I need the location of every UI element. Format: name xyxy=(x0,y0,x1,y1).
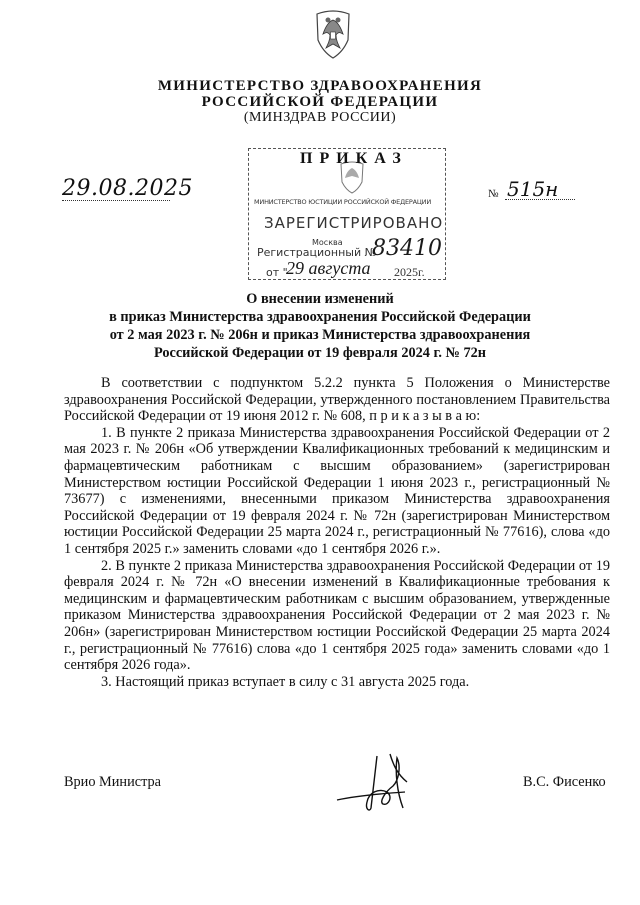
stamp-year: 2025г. xyxy=(394,265,425,279)
stamp-reg-label: Регистрационный № xyxy=(257,246,377,259)
stamp-reg-number: 83410 xyxy=(372,236,442,261)
handwritten-signature xyxy=(335,752,425,814)
title-line: Российской Федерации от 19 февраля 2024 г. № 72н xyxy=(153,345,487,361)
ministry-short-name: (МИНЗДРАВ РОССИИ) xyxy=(243,110,397,125)
stamp-city: Москва xyxy=(312,238,343,247)
order-number: 515н xyxy=(507,177,559,201)
preamble-paragraph: В соответствии с подпунктом 5.2.2 пункта 5 Положения о Министерстве здравоохранения Российской Федерации, утвержденного постановлением Правительства Российской Федерации от 19 июня 2012 г. № 608, п р и к а з ы в а ю: xyxy=(64,375,610,425)
coat-of-arms-emblem xyxy=(313,8,353,60)
order-number-label: № xyxy=(488,188,499,200)
stamp-date: 29 августа xyxy=(286,258,371,278)
order-date-line xyxy=(62,200,170,201)
stamp-from-label: от " xyxy=(266,266,288,279)
title-line: в приказ Министерства здравоохранения Российской Федерации xyxy=(109,309,531,325)
order-body xyxy=(64,375,610,690)
title-line: О внесении изменений xyxy=(246,291,394,307)
clause-2-paragraph: 2. В пункте 2 приказа Министерства здравоохранения Российской Федерации от 19 февраля 2024 г. № 72н «О внесении изменений в Квалификационные требования к медицинским и фармацевтическим работникам с высшим образованием, утвержденные приказом Министерства здравоохранения Российской Федерации от 2 мая 2023 г. № 206н» (зарегистрирован Министерством юстиции Российской Федерации 25 марта 2024 г., регистрационный № 77616) слова «до 1 сентября 2025 года» заменить словами «до 1 сентября 2026 года». xyxy=(64,557,610,674)
title-line: от 2 мая 2023 г. № 206н и приказ Министерства здравоохранения xyxy=(109,327,531,343)
clause-1-paragraph: 1. В пункте 2 приказа Министерства здравоохранения Российской Федерации от 2 мая 2023 г. № 206н «Об утверждении Квалификационных требований к медицинским и фармацевтическим работникам с высшим образованием» (зарегистрирован Министерством юстиции Российской Федерации 1 июня 2023 г., регистрационный № 73677) с изменениями, внесенными приказом Министерства здравоохранения Российской Федерации от 19 февраля 2024 г. № 72н (зарегистрирован Министерством юстиции Российской Федерации 25 марта 2024 г., регистрационный № 77616), слова «до 1 сентября 2025 г.» заменить словами «до 1 сентября 2026 г.». xyxy=(64,424,610,557)
clause-3-paragraph: 3. Настоящий приказ вступает в силу с 31 августа 2025 года. xyxy=(101,673,470,690)
order-number-line xyxy=(505,199,575,200)
ministry-name-line1: МИНИСТЕРСТВО ЗДРАВООХРАНЕНИЯ xyxy=(157,78,483,94)
ministry-name-line2: РОССИЙСКОЙ ФЕДЕРАЦИИ xyxy=(201,94,439,110)
signatory-name: В.С. Фисенко xyxy=(523,774,606,790)
order-date: 29.08.2025 xyxy=(62,176,193,201)
order-heading: ПРИКАЗ xyxy=(300,150,408,167)
signatory-position: Врио Министра xyxy=(64,774,161,790)
stamp-registered: ЗАРЕГИСТРИРОВАНО xyxy=(264,214,444,232)
stamp-ministry-justice: МИНИСТЕРСТВО ЮСТИЦИИ РОССИЙСКОЙ ФЕДЕРАЦИИ xyxy=(254,198,431,206)
order-title xyxy=(0,290,640,362)
